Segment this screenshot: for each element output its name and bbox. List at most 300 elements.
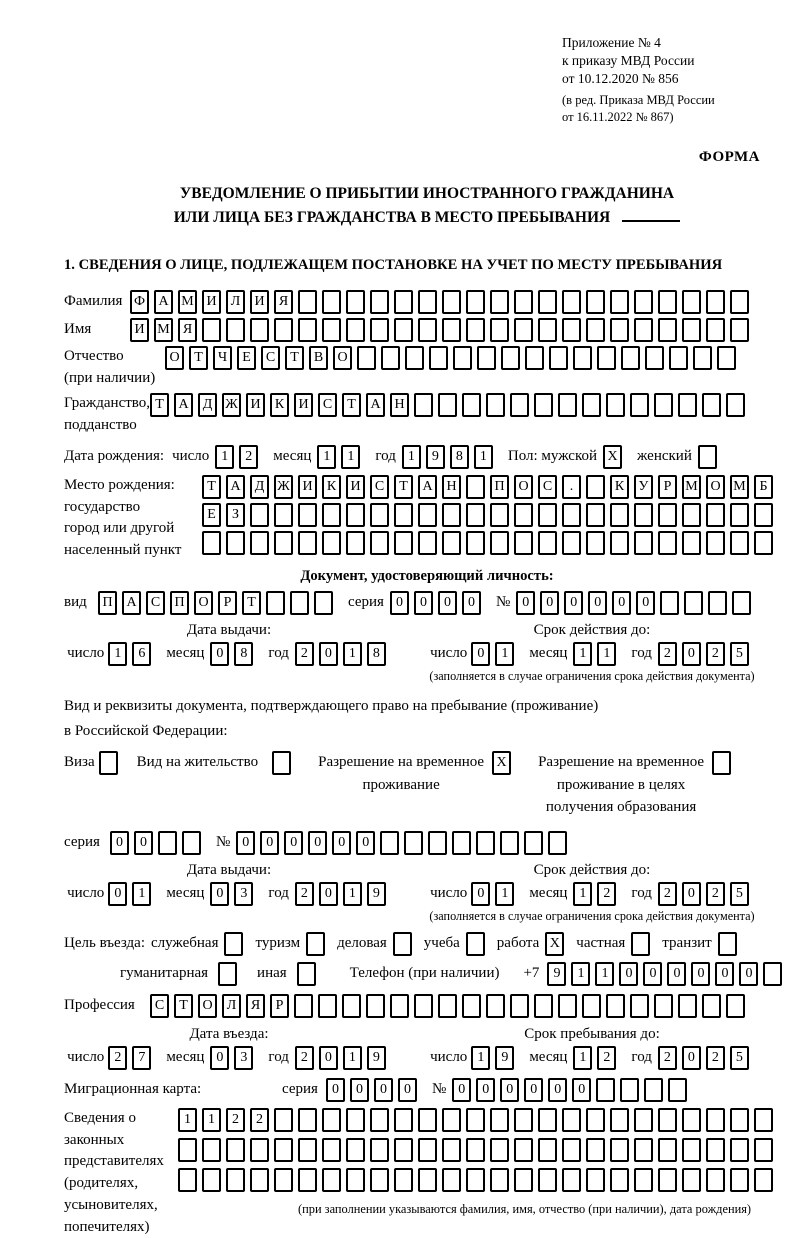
char-cell[interactable] xyxy=(706,290,725,314)
char-cell[interactable] xyxy=(442,503,461,527)
char-cell[interactable] xyxy=(682,1108,701,1132)
char-cell[interactable]: Л xyxy=(226,290,245,314)
char-cell[interactable]: Н xyxy=(442,475,461,499)
char-cell[interactable] xyxy=(442,1138,461,1162)
char-cell[interactable] xyxy=(582,393,601,417)
char-cell[interactable]: 0 xyxy=(516,591,535,615)
char-cell[interactable]: Т xyxy=(150,393,169,417)
char-cell[interactable] xyxy=(418,1168,437,1192)
char-cell[interactable]: 2 xyxy=(597,1046,616,1070)
char-cell[interactable]: 0 xyxy=(110,831,129,855)
char-cell[interactable]: А xyxy=(366,393,385,417)
char-cell[interactable] xyxy=(538,1168,557,1192)
char-cell[interactable]: 8 xyxy=(367,642,386,666)
char-cell[interactable] xyxy=(562,1138,581,1162)
char-cell[interactable]: Т xyxy=(174,994,193,1018)
char-cell[interactable] xyxy=(658,290,677,314)
char-cell[interactable]: 2 xyxy=(658,642,677,666)
char-cell[interactable] xyxy=(394,503,413,527)
char-cell[interactable] xyxy=(754,503,773,527)
char-cell[interactable] xyxy=(476,831,495,855)
char-cell[interactable] xyxy=(418,318,437,342)
char-cell[interactable] xyxy=(708,591,727,615)
char-cell[interactable] xyxy=(466,290,485,314)
char-cell[interactable] xyxy=(322,1138,341,1162)
char-cell[interactable] xyxy=(538,318,557,342)
char-cell[interactable] xyxy=(322,1108,341,1132)
char-cell[interactable]: 2 xyxy=(658,1046,677,1070)
char-cell[interactable] xyxy=(418,503,437,527)
char-cell[interactable]: 0 xyxy=(643,962,662,986)
char-cell[interactable] xyxy=(562,1108,581,1132)
char-cell[interactable] xyxy=(274,318,293,342)
char-cell[interactable]: М xyxy=(730,475,749,499)
char-cell[interactable] xyxy=(597,346,616,370)
char-cell[interactable] xyxy=(586,1168,605,1192)
char-cell[interactable] xyxy=(754,531,773,555)
char-cell[interactable] xyxy=(290,591,309,615)
char-cell[interactable] xyxy=(514,1168,533,1192)
char-cell[interactable]: 5 xyxy=(730,642,749,666)
char-cell[interactable] xyxy=(298,1138,317,1162)
char-cell[interactable]: 0 xyxy=(500,1078,519,1102)
char-cell[interactable] xyxy=(754,1108,773,1132)
char-cell[interactable] xyxy=(549,346,568,370)
char-cell[interactable]: С xyxy=(538,475,557,499)
char-cell[interactable] xyxy=(562,531,581,555)
char-cell[interactable] xyxy=(620,1078,639,1102)
char-cell[interactable]: М xyxy=(154,318,173,342)
char-cell[interactable] xyxy=(490,503,509,527)
char-cell[interactable] xyxy=(442,290,461,314)
char-cell[interactable]: 0 xyxy=(667,962,686,986)
char-cell[interactable]: Ж xyxy=(222,393,241,417)
char-cell[interactable]: 1 xyxy=(132,882,151,906)
char-cell[interactable] xyxy=(486,393,505,417)
char-cell[interactable]: 1 xyxy=(474,445,493,469)
char-cell[interactable] xyxy=(730,1138,749,1162)
char-cell[interactable] xyxy=(645,346,664,370)
char-cell[interactable]: 1 xyxy=(573,882,592,906)
char-cell[interactable] xyxy=(346,503,365,527)
char-cell[interactable]: 2 xyxy=(295,642,314,666)
char-cell[interactable]: Т xyxy=(242,591,261,615)
char-cell[interactable]: X xyxy=(603,445,622,469)
char-cell[interactable] xyxy=(682,1168,701,1192)
char-cell[interactable]: 2 xyxy=(658,882,677,906)
char-cell[interactable]: 6 xyxy=(132,642,151,666)
char-cell[interactable]: 0 xyxy=(715,962,734,986)
char-cell[interactable] xyxy=(558,994,577,1018)
char-cell[interactable]: М xyxy=(178,290,197,314)
char-cell[interactable]: 5 xyxy=(730,1046,749,1070)
char-cell[interactable]: И xyxy=(202,290,221,314)
char-cell[interactable] xyxy=(610,531,629,555)
char-cell[interactable] xyxy=(405,346,424,370)
char-cell[interactable] xyxy=(462,994,481,1018)
char-cell[interactable] xyxy=(610,1168,629,1192)
char-cell[interactable] xyxy=(342,994,361,1018)
char-cell[interactable] xyxy=(754,1168,773,1192)
char-cell[interactable] xyxy=(658,318,677,342)
char-cell[interactable] xyxy=(717,346,736,370)
char-cell[interactable]: 0 xyxy=(588,591,607,615)
char-cell[interactable]: О xyxy=(514,475,533,499)
char-cell[interactable] xyxy=(346,290,365,314)
char-cell[interactable]: 9 xyxy=(547,962,566,986)
char-cell[interactable]: 9 xyxy=(495,1046,514,1070)
char-cell[interactable] xyxy=(706,1168,725,1192)
char-cell[interactable] xyxy=(298,1168,317,1192)
char-cell[interactable] xyxy=(534,994,553,1018)
char-cell[interactable] xyxy=(322,1168,341,1192)
char-cell[interactable] xyxy=(418,1138,437,1162)
char-cell[interactable] xyxy=(634,531,653,555)
char-cell[interactable] xyxy=(718,932,737,956)
char-cell[interactable] xyxy=(682,531,701,555)
char-cell[interactable] xyxy=(730,1108,749,1132)
char-cell[interactable] xyxy=(466,531,485,555)
char-cell[interactable] xyxy=(274,503,293,527)
char-cell[interactable]: 0 xyxy=(210,642,229,666)
char-cell[interactable] xyxy=(274,1108,293,1132)
char-cell[interactable]: 2 xyxy=(250,1108,269,1132)
char-cell[interactable] xyxy=(644,1078,663,1102)
char-cell[interactable]: 2 xyxy=(706,642,725,666)
char-cell[interactable]: 1 xyxy=(343,882,362,906)
char-cell[interactable] xyxy=(573,346,592,370)
char-cell[interactable] xyxy=(442,1108,461,1132)
char-cell[interactable] xyxy=(562,290,581,314)
char-cell[interactable]: 0 xyxy=(462,591,481,615)
char-cell[interactable]: 1 xyxy=(317,445,336,469)
char-cell[interactable] xyxy=(678,393,697,417)
char-cell[interactable] xyxy=(596,1078,615,1102)
char-cell[interactable] xyxy=(370,531,389,555)
char-cell[interactable] xyxy=(178,1138,197,1162)
char-cell[interactable]: 0 xyxy=(332,831,351,855)
char-cell[interactable] xyxy=(514,290,533,314)
char-cell[interactable] xyxy=(202,318,221,342)
char-cell[interactable]: 0 xyxy=(398,1078,417,1102)
char-cell[interactable] xyxy=(182,831,201,855)
char-cell[interactable]: 7 xyxy=(132,1046,151,1070)
char-cell[interactable] xyxy=(712,751,731,775)
char-cell[interactable] xyxy=(682,318,701,342)
char-cell[interactable]: 1 xyxy=(571,962,590,986)
char-cell[interactable]: Р xyxy=(270,994,289,1018)
char-cell[interactable]: 0 xyxy=(476,1078,495,1102)
char-cell[interactable] xyxy=(390,994,409,1018)
char-cell[interactable]: И xyxy=(294,393,313,417)
char-cell[interactable] xyxy=(658,1168,677,1192)
char-cell[interactable]: П xyxy=(98,591,117,615)
char-cell[interactable] xyxy=(606,393,625,417)
char-cell[interactable]: 2 xyxy=(295,882,314,906)
char-cell[interactable] xyxy=(754,1138,773,1162)
char-cell[interactable] xyxy=(706,531,725,555)
char-cell[interactable] xyxy=(634,290,653,314)
char-cell[interactable]: И xyxy=(130,318,149,342)
char-cell[interactable] xyxy=(586,531,605,555)
char-cell[interactable]: 0 xyxy=(548,1078,567,1102)
char-cell[interactable] xyxy=(730,503,749,527)
char-cell[interactable]: 0 xyxy=(682,882,701,906)
char-cell[interactable] xyxy=(706,1108,725,1132)
char-cell[interactable]: 0 xyxy=(572,1078,591,1102)
char-cell[interactable] xyxy=(586,1108,605,1132)
char-cell[interactable] xyxy=(678,994,697,1018)
char-cell[interactable] xyxy=(442,318,461,342)
char-cell[interactable] xyxy=(418,290,437,314)
char-cell[interactable] xyxy=(730,1168,749,1192)
char-cell[interactable] xyxy=(698,445,717,469)
char-cell[interactable] xyxy=(610,290,629,314)
char-cell[interactable]: Н xyxy=(390,393,409,417)
char-cell[interactable] xyxy=(393,932,412,956)
char-cell[interactable]: 0 xyxy=(414,591,433,615)
char-cell[interactable]: 0 xyxy=(524,1078,543,1102)
char-cell[interactable] xyxy=(669,346,688,370)
char-cell[interactable]: 0 xyxy=(691,962,710,986)
char-cell[interactable] xyxy=(634,1168,653,1192)
char-cell[interactable]: И xyxy=(250,290,269,314)
char-cell[interactable] xyxy=(763,962,782,986)
char-cell[interactable]: И xyxy=(298,475,317,499)
char-cell[interactable] xyxy=(684,591,703,615)
char-cell[interactable] xyxy=(534,393,553,417)
char-cell[interactable] xyxy=(682,290,701,314)
char-cell[interactable]: Т xyxy=(342,393,361,417)
char-cell[interactable]: 0 xyxy=(471,882,490,906)
char-cell[interactable] xyxy=(658,1108,677,1132)
char-cell[interactable] xyxy=(514,1108,533,1132)
char-cell[interactable] xyxy=(298,318,317,342)
char-cell[interactable] xyxy=(322,531,341,555)
char-cell[interactable]: 0 xyxy=(540,591,559,615)
char-cell[interactable] xyxy=(631,932,650,956)
char-cell[interactable] xyxy=(514,531,533,555)
char-cell[interactable] xyxy=(394,1138,413,1162)
char-cell[interactable] xyxy=(346,531,365,555)
char-cell[interactable] xyxy=(634,1138,653,1162)
char-cell[interactable]: 1 xyxy=(202,1108,221,1132)
char-cell[interactable] xyxy=(370,503,389,527)
char-cell[interactable]: 0 xyxy=(210,1046,229,1070)
char-cell[interactable]: Т xyxy=(202,475,221,499)
char-cell[interactable] xyxy=(682,1138,701,1162)
char-cell[interactable] xyxy=(562,503,581,527)
char-cell[interactable]: А xyxy=(122,591,141,615)
char-cell[interactable]: . xyxy=(562,475,581,499)
char-cell[interactable] xyxy=(294,994,313,1018)
char-cell[interactable] xyxy=(202,531,221,555)
char-cell[interactable] xyxy=(298,1108,317,1132)
char-cell[interactable] xyxy=(314,591,333,615)
char-cell[interactable]: К xyxy=(322,475,341,499)
char-cell[interactable] xyxy=(429,346,448,370)
char-cell[interactable] xyxy=(702,393,721,417)
char-cell[interactable]: 1 xyxy=(178,1108,197,1132)
char-cell[interactable] xyxy=(366,994,385,1018)
char-cell[interactable]: О xyxy=(194,591,213,615)
char-cell[interactable] xyxy=(346,1108,365,1132)
char-cell[interactable] xyxy=(524,831,543,855)
char-cell[interactable] xyxy=(510,994,529,1018)
char-cell[interactable] xyxy=(538,290,557,314)
char-cell[interactable]: 0 xyxy=(612,591,631,615)
char-cell[interactable]: 0 xyxy=(319,642,338,666)
char-cell[interactable] xyxy=(654,393,673,417)
char-cell[interactable]: X xyxy=(545,932,564,956)
char-cell[interactable]: С xyxy=(150,994,169,1018)
char-cell[interactable] xyxy=(500,831,519,855)
char-cell[interactable]: О xyxy=(706,475,725,499)
char-cell[interactable]: 1 xyxy=(495,642,514,666)
char-cell[interactable] xyxy=(706,503,725,527)
char-cell[interactable] xyxy=(394,290,413,314)
char-cell[interactable] xyxy=(586,503,605,527)
char-cell[interactable]: А xyxy=(418,475,437,499)
char-cell[interactable] xyxy=(381,346,400,370)
char-cell[interactable]: 8 xyxy=(450,445,469,469)
char-cell[interactable]: 0 xyxy=(326,1078,345,1102)
char-cell[interactable] xyxy=(586,1138,605,1162)
char-cell[interactable] xyxy=(525,346,544,370)
char-cell[interactable]: С xyxy=(370,475,389,499)
char-cell[interactable]: 1 xyxy=(215,445,234,469)
char-cell[interactable] xyxy=(706,1138,725,1162)
char-cell[interactable]: 2 xyxy=(706,1046,725,1070)
char-cell[interactable]: 0 xyxy=(210,882,229,906)
char-cell[interactable] xyxy=(466,1168,485,1192)
char-cell[interactable] xyxy=(158,831,177,855)
char-cell[interactable] xyxy=(274,531,293,555)
char-cell[interactable] xyxy=(466,932,485,956)
char-cell[interactable]: 0 xyxy=(284,831,303,855)
char-cell[interactable] xyxy=(490,290,509,314)
char-cell[interactable] xyxy=(452,831,471,855)
char-cell[interactable]: 1 xyxy=(108,642,127,666)
char-cell[interactable]: 2 xyxy=(295,1046,314,1070)
char-cell[interactable] xyxy=(266,591,285,615)
char-cell[interactable]: 9 xyxy=(367,882,386,906)
char-cell[interactable]: 1 xyxy=(341,445,360,469)
char-cell[interactable] xyxy=(562,318,581,342)
char-cell[interactable] xyxy=(538,531,557,555)
char-cell[interactable]: К xyxy=(270,393,289,417)
char-cell[interactable] xyxy=(438,994,457,1018)
char-cell[interactable]: О xyxy=(165,346,184,370)
char-cell[interactable] xyxy=(318,994,337,1018)
char-cell[interactable] xyxy=(466,1138,485,1162)
char-cell[interactable] xyxy=(466,475,485,499)
char-cell[interactable]: Е xyxy=(202,503,221,527)
char-cell[interactable]: Я xyxy=(274,290,293,314)
char-cell[interactable] xyxy=(414,994,433,1018)
char-cell[interactable]: X xyxy=(492,751,511,775)
char-cell[interactable]: Р xyxy=(658,475,677,499)
char-cell[interactable] xyxy=(510,393,529,417)
char-cell[interactable] xyxy=(658,1138,677,1162)
char-cell[interactable]: М xyxy=(682,475,701,499)
char-cell[interactable] xyxy=(634,1108,653,1132)
char-cell[interactable] xyxy=(226,1138,245,1162)
char-cell[interactable]: 2 xyxy=(706,882,725,906)
char-cell[interactable] xyxy=(726,393,745,417)
char-cell[interactable] xyxy=(538,1138,557,1162)
char-cell[interactable]: 0 xyxy=(390,591,409,615)
char-cell[interactable] xyxy=(514,318,533,342)
char-cell[interactable] xyxy=(250,1168,269,1192)
char-cell[interactable]: А xyxy=(154,290,173,314)
char-cell[interactable] xyxy=(322,290,341,314)
char-cell[interactable] xyxy=(202,1168,221,1192)
char-cell[interactable] xyxy=(558,393,577,417)
char-cell[interactable]: 0 xyxy=(471,642,490,666)
char-cell[interactable]: 0 xyxy=(236,831,255,855)
char-cell[interactable] xyxy=(658,531,677,555)
char-cell[interactable]: Е xyxy=(237,346,256,370)
char-cell[interactable] xyxy=(730,531,749,555)
char-cell[interactable]: 1 xyxy=(343,642,362,666)
char-cell[interactable]: Т xyxy=(189,346,208,370)
char-cell[interactable]: 0 xyxy=(374,1078,393,1102)
char-cell[interactable]: 1 xyxy=(595,962,614,986)
char-cell[interactable] xyxy=(298,531,317,555)
char-cell[interactable]: О xyxy=(333,346,352,370)
char-cell[interactable] xyxy=(442,1168,461,1192)
char-cell[interactable]: 0 xyxy=(682,642,701,666)
char-cell[interactable]: 0 xyxy=(438,591,457,615)
char-cell[interactable] xyxy=(322,503,341,527)
char-cell[interactable] xyxy=(490,318,509,342)
char-cell[interactable] xyxy=(394,318,413,342)
char-cell[interactable] xyxy=(660,591,679,615)
char-cell[interactable] xyxy=(514,503,533,527)
char-cell[interactable] xyxy=(726,994,745,1018)
char-cell[interactable]: 0 xyxy=(564,591,583,615)
char-cell[interactable] xyxy=(693,346,712,370)
char-cell[interactable] xyxy=(438,393,457,417)
char-cell[interactable]: Ф xyxy=(130,290,149,314)
char-cell[interactable]: 0 xyxy=(636,591,655,615)
char-cell[interactable] xyxy=(370,1108,389,1132)
char-cell[interactable]: И xyxy=(346,475,365,499)
char-cell[interactable] xyxy=(226,318,245,342)
char-cell[interactable]: 1 xyxy=(495,882,514,906)
char-cell[interactable] xyxy=(586,318,605,342)
char-cell[interactable] xyxy=(202,1138,221,1162)
char-cell[interactable] xyxy=(668,1078,687,1102)
char-cell[interactable] xyxy=(414,393,433,417)
char-cell[interactable] xyxy=(297,962,316,986)
char-cell[interactable]: Б xyxy=(754,475,773,499)
char-cell[interactable] xyxy=(404,831,423,855)
char-cell[interactable]: К xyxy=(610,475,629,499)
char-cell[interactable]: Ж xyxy=(274,475,293,499)
char-cell[interactable] xyxy=(732,591,751,615)
char-cell[interactable] xyxy=(370,318,389,342)
char-cell[interactable]: 0 xyxy=(134,831,153,855)
char-cell[interactable]: П xyxy=(170,591,189,615)
char-cell[interactable] xyxy=(486,994,505,1018)
char-cell[interactable]: 0 xyxy=(619,962,638,986)
char-cell[interactable]: 3 xyxy=(234,1046,253,1070)
char-cell[interactable] xyxy=(501,346,520,370)
char-cell[interactable]: Р xyxy=(218,591,237,615)
char-cell[interactable] xyxy=(586,475,605,499)
